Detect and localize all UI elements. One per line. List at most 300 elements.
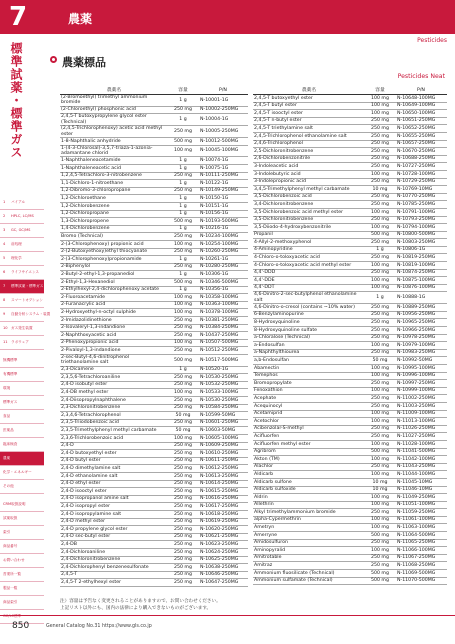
sidebar-nav-item[interactable] [0,252,44,266]
pesticide-name-cell: Acetamiprid [253,410,365,418]
pesticide-name-cell: 2,3,5,6-Tetrachloroaniline [60,374,168,382]
sidebar-bottom-nav-item[interactable]: 商品索引 [0,596,44,610]
sidebar-subnav-item[interactable]: 有機標準 [0,368,44,382]
quantity-cell: 250 mg [365,349,395,357]
part-number-cell: N-10517-500MG [198,354,248,366]
part-number-cell: N-10997-250MG [395,380,447,388]
pesticide-name-cell: 2,4-D propylene glycol ester [60,526,168,534]
part-number-cell: N-11026-250MG [395,425,447,433]
part-number-cell: N-10532-250MG [198,381,248,389]
table-row [253,463,447,471]
quantity-cell: 250 mg [168,374,198,382]
quantity-cell: 250 mg [365,216,395,224]
chapter-title: 農薬 [68,12,93,26]
pesticide-name-cell: 1,3-Dichloropropene [60,218,168,226]
quantity-cell: 100 mg [365,95,395,103]
part-number-cell: N-10530-250MG [198,397,248,405]
quantity-cell: 100 mg [365,284,395,292]
quantity-cell: 100 mg [365,547,395,555]
table-row [253,478,447,486]
pesticide-name-cell: 2-Furanacrylic acid [60,301,168,309]
nav-item-number: 7 [3,284,6,288]
quantity-cell: 250 mg [365,334,395,342]
part-number-cell: N-10612-250MG [198,465,248,473]
table-row [253,471,447,479]
pesticide-name-cell: 3,4-Dichloronitrobenzene [253,201,365,209]
quantity-cell: 250 mg [365,148,395,156]
pesticide-name-cell: Ammonium sulfamate (Technical) [253,577,365,585]
pesticide-name-cell: 2-Butyl-2-ethyl-1,3-propanediol [60,271,168,279]
quantity-cell: 100 mg [365,501,395,509]
table-row [60,465,248,473]
part-number-cell: N-10979-100MG [395,342,447,350]
nav-item-label: スマートオプション [11,298,43,302]
quantity-cell: 100 mg [365,110,395,118]
sidebar-subnav-item[interactable]: 無機標準 [0,354,44,368]
table-row [253,163,447,171]
title-bullet-icon [50,56,57,63]
column-header-qty: 容量 [168,86,198,95]
part-number-cell: N-10889-250MG [395,304,447,312]
table-row [253,570,447,578]
sidebar-subnav-item[interactable]: 食品 [0,410,44,424]
part-number-cell: N-11061-100MG [395,516,447,524]
table-row [60,541,248,549]
page-title: 農薬標品 [62,56,106,69]
part-number-cell: N-10601-250MG [198,419,248,427]
part-number-cell: N-11068-250MG [395,562,447,570]
part-number-cell: N-10648-100MG [395,95,447,103]
sidebar-bottom-nav-item[interactable]: 営業所一覧 [0,568,44,582]
sidebar-subnav-item[interactable]: 農薬 [0,452,44,466]
quantity-cell: 250 mg [168,172,198,180]
pesticide-name-cell: 3,5-Dichlorobenzoic acid [253,193,365,201]
quantity-cell: 50 mg [168,427,198,435]
pesticide-name-cell: (2-Bromoethyl) trimethyl ammonium bromide [60,95,168,107]
table-row [60,480,248,488]
pesticide-name-cell: a-Endosulfan [253,342,365,350]
pesticide-name-cell: alpha-Cypermethrin [253,516,365,524]
quantity-cell: 250 mg [365,239,395,247]
quantity-cell: 250 mg [365,117,395,125]
quantity-cell: 250 mg [168,324,198,332]
part-number-cell: N-10769-10MG [395,186,447,194]
part-number-cell: N-11059-250MG [395,509,447,517]
page-subtitle: Pesticides Neat [397,73,445,80]
quantity-cell: 250 mg [168,541,198,549]
quantity-cell: 250 mg [365,539,395,547]
table-row [253,216,447,224]
sidebar-nav-item[interactable] [0,266,44,280]
quantity-cell: 100 mg [365,224,395,232]
pesticide-name-cell: 2,4-D ethanolamine salt [60,473,168,481]
table-row [60,203,248,211]
quantity-cell: 250 mg [168,465,198,473]
quantity-cell: 50 mg [365,357,395,365]
sidebar-subnav-item[interactable]: 臨床検査 [0,438,44,452]
part-number-cell: N-11069-500MG [395,570,447,578]
quantity-cell: 250 mg [365,554,395,562]
sidebar-subnav-item[interactable]: 化学・エネルギー [0,466,44,480]
nav-item-label: ガス発生装置 [11,326,33,330]
sidebar-nav-item[interactable] [0,210,44,224]
table-row [253,433,447,441]
part-number-cell: N-10728-100MG [395,170,447,178]
quantity-cell: 100 mg [168,301,198,309]
table-row [60,95,248,107]
part-number-cell: N-10727-250MG [395,163,447,171]
quantity-cell: 250 mg [365,269,395,277]
quantity-cell: 100 mg [168,309,198,317]
quantity-cell: 250 mg [168,533,198,541]
pesticide-name-cell: 2-(3-Chlorophenoxy)propionamide [60,256,168,264]
pesticide-name-cell: 2-Ethyl-1,3-Hexanediol [60,278,168,286]
table-row [253,342,447,350]
part-number-cell: N-11064-500MG [395,532,447,540]
pesticide-name-cell: 1,2-Dichlorobenzene [60,203,168,211]
quantity-cell: 250 mg [168,404,198,412]
table-row [253,387,447,395]
pesticide-name-cell: 2,6-Dichlorobenzonitrile [253,155,365,163]
sidebar-nav-item[interactable] [0,322,44,336]
pesticide-name-cell: 3,5-Diiodo-4-hydroxybenzonitrile [253,224,365,232]
quantity-cell: 250 mg [168,442,198,450]
table-row [253,193,447,201]
pesticide-name-cell: Acephate [253,395,365,403]
quantity-cell: 1 g [168,180,198,188]
pesticide-name-cell: 2,3,5-Triiodobenzoic acid [60,419,168,427]
pesticide-name-cell: 1-8-Naphthalic anhydride [60,138,168,146]
table-row [60,263,248,271]
table-row [60,157,248,165]
part-number-cell: N-10875-100MG [395,277,447,285]
quantity-cell: 250 mg [168,488,198,496]
pesticide-name-cell: 2,4,5-T butoxypropylene glycol ester (Technical) [60,114,168,126]
quantity-cell: 250 mg [168,579,198,587]
pesticide-name-cell: Bromopropylate [253,380,365,388]
part-number-cell: N-10670-250MG [395,148,447,156]
table-row [60,548,248,556]
table-row [60,556,248,564]
quantity-cell: 500 mg [168,354,198,366]
table-row [253,532,447,540]
pesticide-table-right [253,86,447,585]
part-number-cell: N-10978-250MG [395,334,447,342]
part-number-cell: N-10623-250MG [198,541,248,549]
table-row [253,110,447,118]
table-row [60,518,248,526]
quantity-cell: 250 mg [168,548,198,556]
pesticide-name-cell: Acifluorfen methyl ester [253,440,365,448]
quantity-cell: 1 g [168,256,198,264]
sidebar-bottom-nav-item[interactable]: CRM取扱説明 [0,498,44,512]
quantity-cell: 100 mg [365,277,395,285]
part-number-cell: N-10651-250MG [395,117,447,125]
part-number-cell: N-10356-1G [198,286,248,294]
quantity-cell: 1 g [168,225,198,233]
column-header-pn: P/N [395,86,447,95]
sidebar-nav-item[interactable] [0,238,44,252]
table-row [60,450,248,458]
pesticide-name-cell: 1-Naphthaleneacetic acid [60,165,168,173]
table-row [253,239,447,247]
part-number-cell: N-10530-250MG [198,374,248,382]
quantity-cell: 500 mg [168,278,198,286]
pesticide-name-cell: Aminopyralid [253,547,365,555]
quantity-cell: 100 mg [365,494,395,502]
table-row [60,138,248,146]
pesticide-name-cell: 2-Imidazolidinethione [60,316,168,324]
part-number-cell: N-10599-50MG [198,412,248,420]
pesticide-name-cell: 2,3,6-Trichlorobenzoic acid [60,435,168,443]
part-number-cell: N-10657-250MG [395,140,447,148]
table-row [253,125,447,133]
quantity-cell: 100 mg [168,389,198,397]
part-number-cell: N-10995-100MG [395,365,447,373]
table-row [253,380,447,388]
quantity-cell: 250 mg [365,193,395,201]
quantity-cell: 250 mg [168,332,198,340]
pesticide-name-cell: 4-Chloro-o-toloxyacetic acid methyl ester [253,262,365,270]
pesticide-name-cell: a-Naphthylthiourea [253,349,365,357]
part-number-cell: N-11003-250MG [395,402,447,410]
quantity-cell: 100 mg [365,262,395,270]
part-number-cell: N-11009-100MG [395,410,447,418]
quantity-cell: 1 g [168,210,198,218]
nav-item-label: GC, GC/MS [11,228,31,232]
pesticide-name-cell: 1,1-Dichloro-1-nitroethane [60,180,168,188]
pesticide-name-cell: 2-(2-Butoxyethoxy)ethyl thiocyanate [60,248,168,256]
part-number-cell: N-10520-1G [198,366,248,374]
pesticide-name-cell: Akton (TM) [253,456,365,464]
part-number-cell: N-10533-100MG [198,389,248,397]
sidebar-subnav-item[interactable]: 環境 [0,382,44,396]
nav-item-number: 4 [3,242,6,246]
part-number-cell: N-11067-250MG [395,554,447,562]
table-row [60,172,248,180]
part-number-cell: N-10617-250MG [198,503,248,511]
sidebar-subnav-item[interactable]: 医薬品 [0,424,44,438]
part-number-cell: N-10381-250MG [198,316,248,324]
pesticide-name-cell: 4,4'-DDD [253,269,365,277]
nav-item-number: 2 [3,214,6,218]
quantity-cell: 250 mg [365,433,395,441]
part-number-cell: N-10002-250MG [198,106,248,114]
sidebar-bottom-nav-item[interactable]: 製品一覧 [0,582,44,596]
pesticide-name-cell: (2,4,5-Trichlorophenoxy) acetic acid methyl ester [60,126,168,138]
pesticide-name-cell: 3,4,5-Trimethylphenyl methyl carbamate [253,186,365,194]
pesticide-name-cell: 3-Indolepropionic acid [253,178,365,186]
quantity-cell: 100 mg [365,524,395,532]
nav-item-number: 1 [3,200,6,204]
part-number-cell: N-10005-250MG [198,126,248,138]
quantity-cell: 250 mg [365,163,395,171]
part-number-cell: N-10004-1G [198,114,248,126]
pesticide-name-cell: Amitrotable [253,554,365,562]
sidebar-bottom-nav-item[interactable]: 商品番号 [0,540,44,554]
sidebar-bottom-nav-item[interactable]: 試薬取扱 [0,512,44,526]
part-number-cell: N-10437-250MG [198,332,248,340]
quantity-cell: 250 mg [168,503,198,511]
sidebar-bottom-nav-item[interactable]: お問い合わせ [0,554,44,568]
part-number-cell: N-10625-250MG [198,556,248,564]
nav-item-label: 前処理 [11,242,22,246]
table-row [253,501,447,509]
sidebar-nav-item[interactable] [0,196,44,210]
quantity-cell: 100 mg [365,170,395,178]
pesticide-name-cell: Aldrin [253,494,365,502]
pesticide-name-cell: 4,6-Dinitro-o-cresol (contains ~10% water) [253,304,365,312]
table-row [253,456,447,464]
pesticide-name-cell: 2,3,4,6-Tetrachlorophenol [60,412,168,420]
pesticide-name-cell: Acetochlor [253,418,365,426]
part-number-cell: N-11051-100MG [395,501,447,509]
sidebar-bottom-nav-item[interactable]: 索引 [0,526,44,540]
sidebar-bottom-nav-item[interactable]: GC/LC標準 [0,610,44,624]
quantity-cell: 250 mg [365,395,395,403]
table-row [60,301,248,309]
table-row [253,448,447,456]
part-number-cell: N-11044-100MG [395,471,447,479]
table-row [60,165,248,173]
table-row [253,524,447,532]
table-row [60,180,248,188]
part-number-cell: N-10234-100MG [198,233,248,241]
quantity-cell: 500 mg [365,577,395,585]
pesticide-name-cell: Alkyl trimethylammonium bromide [253,509,365,517]
quantity-cell: 500 mg [365,448,395,456]
part-number-cell: N-10605-100MG [198,435,248,443]
table-row [253,170,447,178]
page-number: 850 [12,621,30,631]
table-row [253,148,447,156]
nav-item-label: ラボウェア [11,340,29,344]
pesticide-name-cell: Agribrom [253,448,365,456]
part-number-cell: N-10512-250MG [198,347,248,355]
pesticide-name-cell: Propanil [253,231,365,239]
chapter-number: 7 [9,2,28,32]
table-row [253,304,447,312]
pesticide-name-cell: 2,4,5-Trichlorophenol ethanolamine salt [253,132,365,140]
pesticide-name-cell: 2,4-D isopropanol amine salt [60,495,168,503]
table-row [253,554,447,562]
pesticide-name-cell: Aldicarb sulfone [253,478,365,486]
table-row [253,311,447,319]
pesticide-name-cell: 2,4,5-T butoxyethyl ester [253,95,365,103]
sidebar-subnav-item[interactable]: 標準ガス [0,396,44,410]
quantity-cell: 250 mg [168,381,198,389]
sidebar-nav-item[interactable] [0,294,44,308]
part-number-cell: N-10785-250MG [395,201,447,209]
pesticide-name-cell: 2,3-Dicamene [60,366,168,374]
column-header-name: 農薬名 [253,86,365,95]
part-number-cell: N-10150-1G [198,195,248,203]
pesticide-name-cell: Alachlor [253,463,365,471]
quantity-cell: 250 mg [168,510,198,518]
pesticide-name-cell: Aldicarb sulfoxide [253,486,365,494]
pesticide-name-cell: 4,4'-DDT [253,284,365,292]
pesticide-name-cell: 1,4-Dichlorobenzene [60,225,168,233]
quantity-cell: 1 g [168,165,198,173]
pesticide-name-cell: 1,2-Dibromo-3-chloropropane [60,187,168,195]
table-row [253,440,447,448]
quantity-cell: 10 mg [365,478,395,486]
pesticide-name-cell: Acifluorfen [253,433,365,441]
pesticide-name-cell: 2,4-D butoxyethyl ester [60,450,168,458]
quantity-cell: 100 mg [365,410,395,418]
pesticide-name-cell: 2,4-D isobutyl ester [60,381,168,389]
chapter-header-bar [0,0,455,34]
sidebar-nav-item[interactable] [0,280,44,294]
table-row [253,208,447,216]
quantity-cell: 250 mg [168,106,198,114]
part-number-cell: N-10610-250MG [198,450,248,458]
pesticide-name-cell: 2-Hydroxyethyl-n-octyl sulphide [60,309,168,317]
part-number-cell: N-10378-100MG [198,309,248,317]
quantity-cell: 250 mg [168,450,198,458]
pesticide-name-cell: 4,6-Dinitro-2-sec-butylphenol ethanolamine salt [253,292,365,304]
part-number-cell: N-11002-250MG [395,395,447,403]
part-number-cell: N-10800-500MG [395,231,447,239]
part-number-cell: N-10619-250MG [198,518,248,526]
nav-item-number: 10 [3,326,8,330]
pesticide-name-cell: Amerryne [253,532,365,540]
pesticide-name-cell: 4-Allyl-2-methoxyphenol [253,239,365,247]
part-number-cell: N-10992-50MG [395,357,447,365]
part-number-cell: N-11065-250MG [395,539,447,547]
table-row [60,324,248,332]
part-number-cell: N-11046-10MG [395,486,447,494]
quantity-cell: 100 mg [365,365,395,373]
quantity-cell: 250 mg [365,311,395,319]
table-row [253,277,447,285]
part-number-cell: N-10806-1G [395,246,447,254]
quantity-cell: 250 mg [365,304,395,312]
pesticide-name-cell: 2,4-D butyl ester [60,457,168,465]
quantity-cell: 250 mg [168,495,198,503]
part-number-cell: N-10803-250MG [395,239,447,247]
sidebar-nav-item[interactable] [0,308,51,322]
nav-item-label: HPLC, LC/MS [11,214,34,218]
nav-item-label: 標準試薬・標準ガス [11,284,44,288]
pesticide-name-cell: 2,4-D isooctyl ester [60,488,168,496]
part-number-cell: N-10652-250MG [395,125,447,133]
pesticide-name-cell: 2,4-D isopropyl ester [60,503,168,511]
part-number-cell: N-11045-10MG [395,478,447,486]
nav-item-number: 8 [3,298,6,302]
sidebar-subnav-item[interactable]: その他 [0,480,44,494]
table-row [253,224,447,232]
sidebar-nav-item[interactable] [0,336,44,350]
pesticide-name-cell: 8-Hydroxyquinoline [253,319,365,327]
part-number-cell: N-10647-250MG [198,579,248,587]
part-number-cell: N-10819-100MG [395,262,447,270]
quantity-cell: 250 mg [365,140,395,148]
pesticide-name-cell: 2,4-D sec-butyl ester [60,533,168,541]
table-row [253,132,447,140]
pesticide-name-cell: 2,4,5-T 2-ethylhexyl ester [60,579,168,587]
pesticide-name-cell: 6-Benzylaminopurine [253,311,365,319]
quantity-cell: 1 g [168,203,198,211]
quantity-cell: 100 mg [365,342,395,350]
sidebar-nav-item[interactable] [0,224,44,238]
pesticide-name-cell: Bromo (Technical) [60,233,168,241]
quantity-cell: 100 mg [365,516,395,524]
nav-item-label: 理化学 [11,256,22,260]
part-number-cell: N-11066-100MG [395,547,447,555]
part-number-cell: N-11070-500MG [395,577,447,585]
table-row [253,117,447,125]
